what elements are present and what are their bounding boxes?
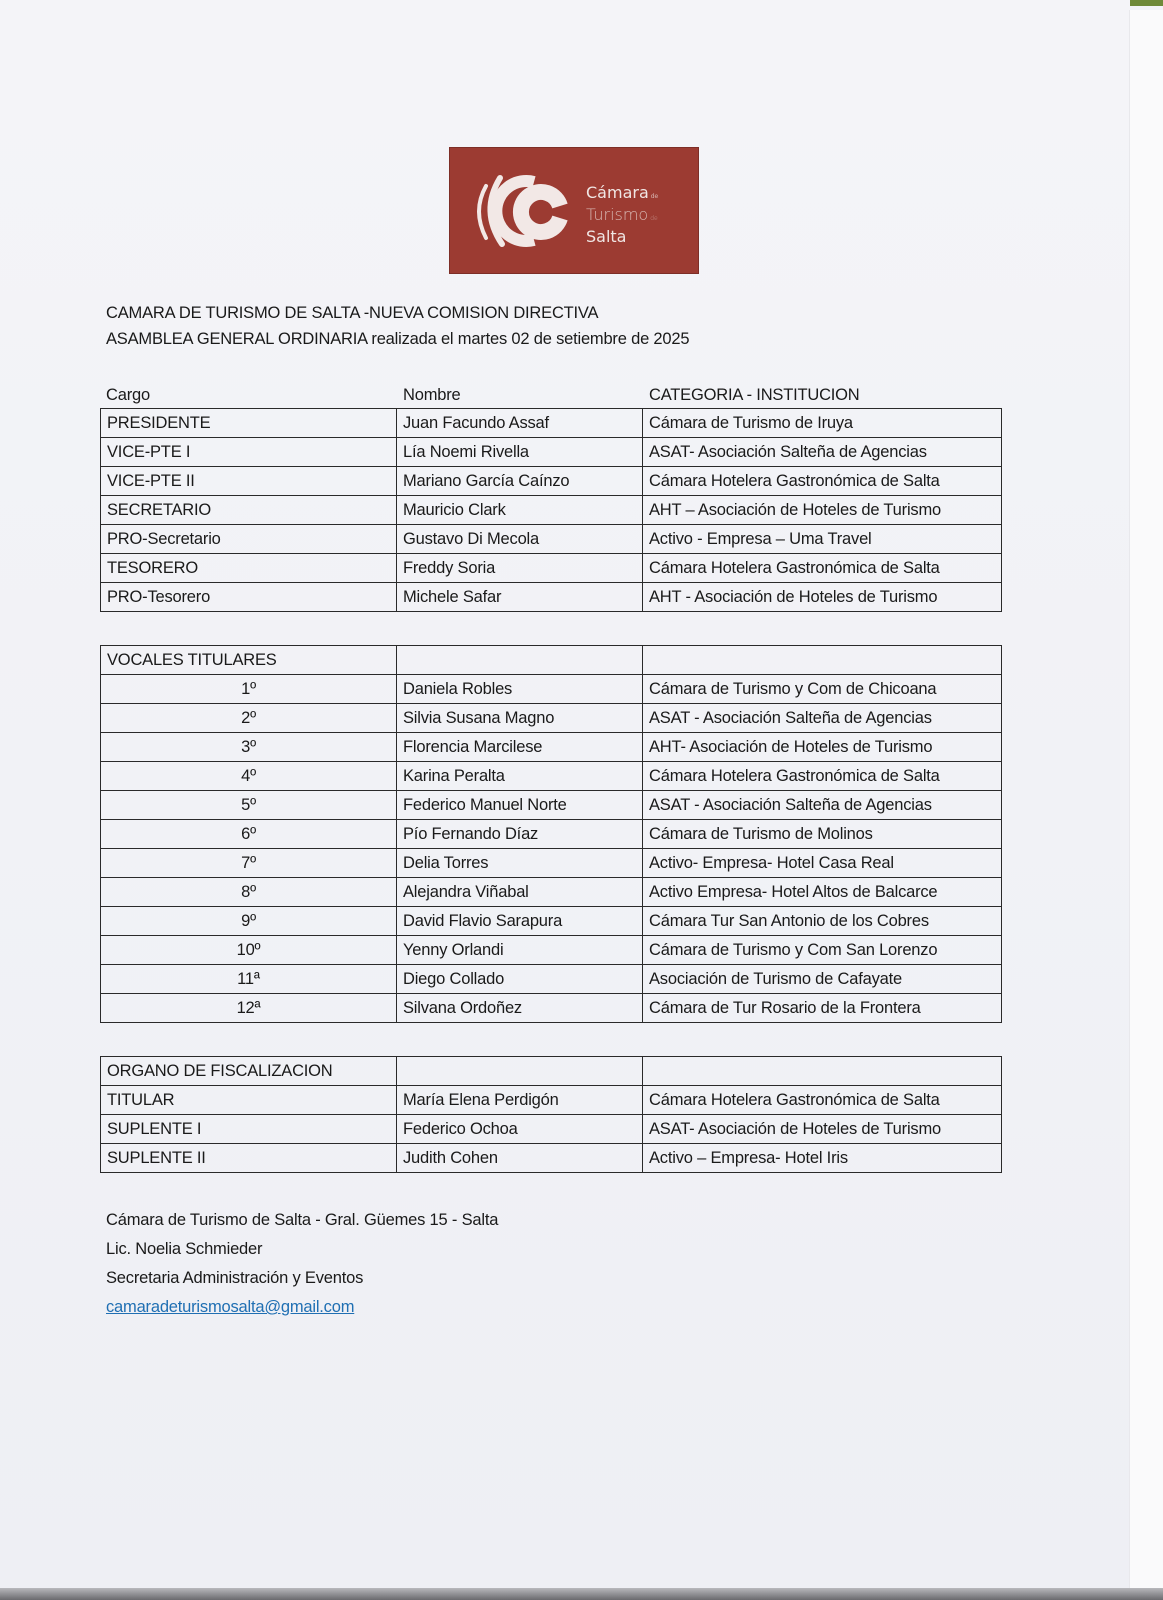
institucion-cell: Cámara Hotelera Gastronómica de Salta bbox=[643, 467, 1002, 496]
nombre-cell: Federico Manuel Norte bbox=[397, 791, 643, 820]
vocales-titulares-table bbox=[100, 645, 1002, 1023]
empty-cell bbox=[643, 646, 1002, 675]
institucion-cell: Activo - Empresa – Uma Travel bbox=[643, 525, 1002, 554]
table-row bbox=[101, 907, 1002, 936]
institucion-cell: Activo – Empresa- Hotel Iris bbox=[643, 1144, 1002, 1173]
email-link[interactable]: camaradeturismosalta@gmail.com bbox=[106, 1298, 355, 1316]
table-row bbox=[101, 554, 1002, 583]
institucion-cell: Cámara de Tur Rosario de la Frontera bbox=[643, 994, 1002, 1023]
column-header-cargo: Cargo bbox=[106, 386, 150, 404]
institucion-cell: Cámara Hotelera Gastronómica de Salta bbox=[643, 554, 1002, 583]
table-row bbox=[101, 583, 1002, 612]
orden-cell: 3º bbox=[101, 733, 397, 762]
table-row bbox=[101, 1086, 1002, 1115]
institucion-cell: ASAT- Asociación de Hoteles de Turismo bbox=[643, 1115, 1002, 1144]
nombre-cell: Lía Noemi Rivella bbox=[397, 438, 643, 467]
orden-cell: 1º bbox=[101, 675, 397, 704]
table-section-header bbox=[101, 646, 1002, 675]
institucion-cell: ASAT- Asociación Salteña de Agencias bbox=[643, 438, 1002, 467]
table-row bbox=[101, 525, 1002, 554]
table-row bbox=[101, 467, 1002, 496]
organo-fiscalizacion-table bbox=[100, 1056, 1002, 1173]
logo-c-icon bbox=[468, 166, 578, 256]
institucion-cell: Cámara Hotelera Gastronómica de Salta bbox=[643, 762, 1002, 791]
footer-contact-name: Lic. Noelia Schmieder bbox=[106, 1240, 263, 1258]
table-row bbox=[101, 1144, 1002, 1173]
table-row bbox=[101, 994, 1002, 1023]
table-row bbox=[101, 762, 1002, 791]
nombre-cell: Karina Peralta bbox=[397, 762, 643, 791]
institucion-cell: ASAT - Asociación Salteña de Agencias bbox=[643, 704, 1002, 733]
footer-contact bbox=[106, 1206, 498, 1322]
orden-cell: 4º bbox=[101, 762, 397, 791]
heading-subtitle: ASAMBLEA GENERAL ORDINARIA realizada el martes 02 de setiembre de 2025 bbox=[106, 330, 690, 348]
nombre-cell: Pío Fernando Díaz bbox=[397, 820, 643, 849]
table-row bbox=[101, 409, 1002, 438]
table-row bbox=[101, 675, 1002, 704]
nombre-cell: Diego Collado bbox=[397, 965, 643, 994]
cargo-cell: PRESIDENTE bbox=[101, 409, 397, 438]
cargo-cell: VICE-PTE II bbox=[101, 467, 397, 496]
nombre-cell: Daniela Robles bbox=[397, 675, 643, 704]
institucion-cell: Activo Empresa- Hotel Altos de Balcarce bbox=[643, 878, 1002, 907]
cargo-cell: PRO-Tesorero bbox=[101, 583, 397, 612]
scan-bottom-edge bbox=[0, 1588, 1163, 1600]
footer-address: Cámara de Turismo de Salta - Gral. Güemes 15 - Salta bbox=[106, 1211, 499, 1229]
orden-cell: 8º bbox=[101, 878, 397, 907]
table-row bbox=[101, 1115, 1002, 1144]
institucion-cell: AHT – Asociación de Hoteles de Turismo bbox=[643, 496, 1002, 525]
orden-cell: 9º bbox=[101, 907, 397, 936]
orden-cell: 6º bbox=[101, 820, 397, 849]
column-header-nombre: Nombre bbox=[403, 386, 461, 404]
section-title: ORGANO DE FISCALIZACION bbox=[101, 1057, 397, 1086]
comision-directiva-table bbox=[100, 408, 1002, 612]
logo-line-1: Cámara bbox=[586, 183, 649, 202]
scan-top-edge bbox=[1130, 0, 1163, 6]
nombre-cell: Freddy Soria bbox=[397, 554, 643, 583]
logo-line-1-suffix: de bbox=[650, 193, 659, 200]
nombre-cell: Alejandra Viñabal bbox=[397, 878, 643, 907]
institucion-cell: ASAT - Asociación Salteña de Agencias bbox=[643, 791, 1002, 820]
nombre-cell: Yenny Orlandi bbox=[397, 936, 643, 965]
nombre-cell: Federico Ochoa bbox=[397, 1115, 643, 1144]
orden-cell: 10º bbox=[101, 936, 397, 965]
nombre-cell: Gustavo Di Mecola bbox=[397, 525, 643, 554]
table-row bbox=[101, 733, 1002, 762]
table-row bbox=[101, 965, 1002, 994]
table-row bbox=[101, 496, 1002, 525]
table-row bbox=[101, 791, 1002, 820]
orden-cell: 11ª bbox=[101, 965, 397, 994]
empty-cell bbox=[397, 1057, 643, 1086]
table-row bbox=[101, 704, 1002, 733]
institucion-cell: Cámara de Turismo de Iruya bbox=[643, 409, 1002, 438]
institucion-cell: Cámara de Turismo y Com de Chicoana bbox=[643, 675, 1002, 704]
institucion-cell: Cámara de Turismo de Molinos bbox=[643, 820, 1002, 849]
logo-line-2-suffix: de bbox=[650, 215, 658, 222]
cargo-cell: TESORERO bbox=[101, 554, 397, 583]
cargo-cell: VICE-PTE I bbox=[101, 438, 397, 467]
institucion-cell: Asociación de Turismo de Cafayate bbox=[643, 965, 1002, 994]
section-title: VOCALES TITULARES bbox=[101, 646, 397, 675]
document-heading bbox=[106, 300, 689, 352]
nombre-cell: Florencia Marcilese bbox=[397, 733, 643, 762]
camara-turismo-logo bbox=[449, 147, 699, 274]
heading-title: CAMARA DE TURISMO DE SALTA -NUEVA COMISION DIRECTIVA bbox=[106, 304, 599, 322]
orden-cell: 5º bbox=[101, 791, 397, 820]
nombre-cell: Juan Facundo Assaf bbox=[397, 409, 643, 438]
column-header-institucion: CATEGORIA - INSTITUCION bbox=[649, 386, 860, 404]
table-row bbox=[101, 936, 1002, 965]
orden-cell: 2º bbox=[101, 704, 397, 733]
nombre-cell: Silvana Ordoñez bbox=[397, 994, 643, 1023]
institucion-cell: Cámara de Turismo y Com San Lorenzo bbox=[643, 936, 1002, 965]
table-row bbox=[101, 878, 1002, 907]
institucion-cell: Cámara Tur San Antonio de los Cobres bbox=[643, 907, 1002, 936]
page-edge-strip bbox=[1129, 10, 1163, 1590]
cargo-cell: TITULAR bbox=[101, 1086, 397, 1115]
nombre-cell: David Flavio Sarapura bbox=[397, 907, 643, 936]
nombre-cell: María Elena Perdigón bbox=[397, 1086, 643, 1115]
cargo-cell: PRO-Secretario bbox=[101, 525, 397, 554]
cargo-cell: SUPLENTE II bbox=[101, 1144, 397, 1173]
table-section-header bbox=[101, 1057, 1002, 1086]
orden-cell: 7º bbox=[101, 849, 397, 878]
institucion-cell: AHT- Asociación de Hoteles de Turismo bbox=[643, 733, 1002, 762]
table-row bbox=[101, 438, 1002, 467]
logo-line-2: Turismo bbox=[586, 205, 649, 224]
nombre-cell: Delia Torres bbox=[397, 849, 643, 878]
logo-wordmark bbox=[586, 184, 658, 246]
nombre-cell: Mariano García Caínzo bbox=[397, 467, 643, 496]
orden-cell: 12ª bbox=[101, 994, 397, 1023]
nombre-cell: Michele Safar bbox=[397, 583, 643, 612]
empty-cell bbox=[643, 1057, 1002, 1086]
empty-cell bbox=[397, 646, 643, 675]
logo-line-3: Salta bbox=[586, 227, 627, 246]
institucion-cell: Cámara Hotelera Gastronómica de Salta bbox=[643, 1086, 1002, 1115]
nombre-cell: Silvia Susana Magno bbox=[397, 704, 643, 733]
table-row bbox=[101, 849, 1002, 878]
table-row bbox=[101, 820, 1002, 849]
cargo-cell: SECRETARIO bbox=[101, 496, 397, 525]
nombre-cell: Judith Cohen bbox=[397, 1144, 643, 1173]
institucion-cell: Activo- Empresa- Hotel Casa Real bbox=[643, 849, 1002, 878]
footer-contact-role: Secretaria Administración y Eventos bbox=[106, 1269, 364, 1287]
institucion-cell: AHT - Asociación de Hoteles de Turismo bbox=[643, 583, 1002, 612]
cargo-cell: SUPLENTE I bbox=[101, 1115, 397, 1144]
nombre-cell: Mauricio Clark bbox=[397, 496, 643, 525]
